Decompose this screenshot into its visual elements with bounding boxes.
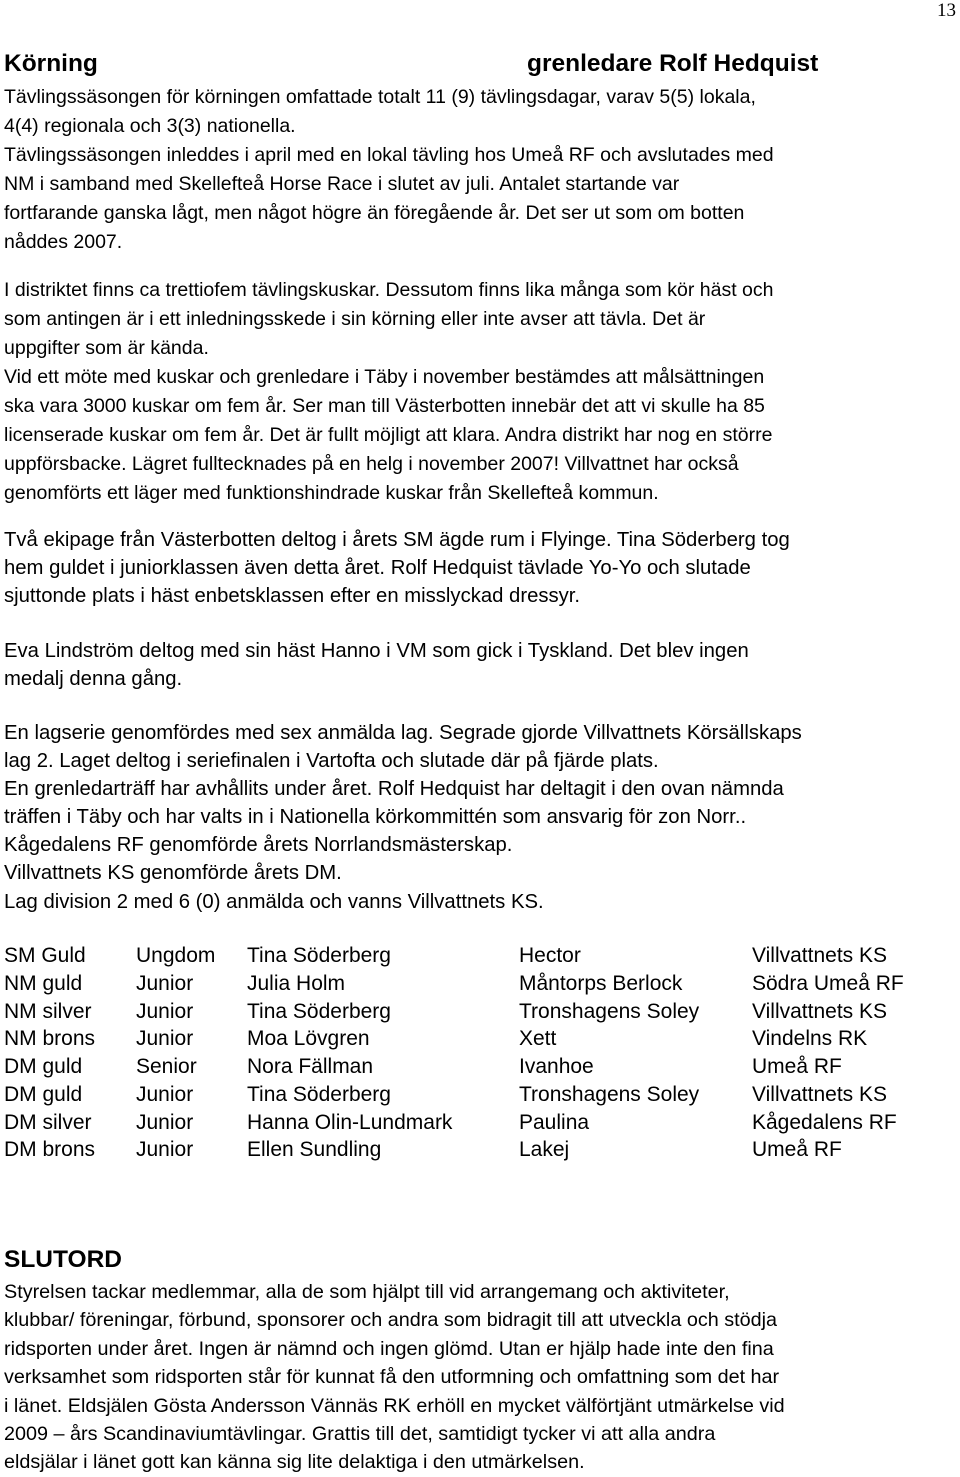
- table-row: [4, 1136, 960, 1164]
- table-row: [4, 942, 960, 970]
- text-line: ska vara 3000 kuskar om fem år. Ser man till Västerbotten innebär det att vi skulle ha 85: [4, 395, 765, 417]
- result-class: Junior: [136, 999, 194, 1023]
- result-club: Kågedalens RF: [752, 1110, 897, 1134]
- table-row: [4, 998, 960, 1026]
- text-line: 2009 – års Scandinaviumtävlingar. Grattis till det, samtidigt tycker vi att alla andra: [4, 1423, 716, 1446]
- result-medal: NM brons: [4, 1027, 96, 1051]
- text-line: sjuttonde plats i häst enbetsklassen efter en misslyckad dressyr.: [4, 585, 581, 608]
- result-class: Junior: [136, 1138, 194, 1162]
- table-row: [4, 1025, 960, 1053]
- text-line: träffen i Täby och har valts in i Nationella körkommittén som ansvarig för zon Norr..: [4, 806, 747, 829]
- vm-paragraph: [4, 637, 960, 693]
- result-horse: Lakej: [519, 1138, 570, 1162]
- section-leader: grenledare Rolf Hedquist: [527, 50, 819, 77]
- team-series-paragraph: [4, 719, 960, 916]
- slutord-paragraph: [4, 1278, 958, 1477]
- result-class: Junior: [136, 971, 194, 995]
- section-heading: [4, 50, 904, 82]
- result-medal: DM guld: [4, 1082, 83, 1106]
- result-medal: DM brons: [4, 1138, 96, 1162]
- result-class: Junior: [136, 1110, 194, 1134]
- text-line: klubbar/ föreningar, förbund, sponsorer och andra som bidragit till att utveckla och stödja: [4, 1309, 778, 1332]
- text-line: Vid ett möte med kuskar och grenledare i Täby i november bestämdes att målsättningen: [4, 366, 765, 388]
- result-medal: DM guld: [4, 1055, 83, 1078]
- text-line: Tävlingssäsongen inleddes i april med en lokal tävling hos Umeå RF och avslutades med: [4, 144, 774, 166]
- text-line: i länet. Eldsjälen Gösta Andersson Vännäs RK erhöll en mycket välförtjänt utmärkelse vid: [4, 1394, 785, 1417]
- text-line: I distriktet finns ca trettiofem tävlingskuskar. Dessutom finns lika många som kör häst och: [4, 279, 774, 301]
- text-line: Styrelsen tackar medlemmar, alla de som hjälpt till vid arrangemang och aktiviteter,: [4, 1281, 730, 1303]
- text-line: Eva Lindström deltog med sin häst Hanno i VM som gick i Tyskland. Det blev ingen: [4, 640, 749, 662]
- result-driver: Ellen Sundling: [247, 1138, 382, 1162]
- text-line: uppförsbacke. Lägret fulltecknades på en helg i november 2007! Villvattnet har också: [4, 453, 739, 475]
- text-line: Två ekipage från Västerbotten deltog i årets SM ägde rum i Flyinge. Tina Söderberg tog: [4, 529, 790, 551]
- sm-paragraph: [4, 526, 960, 610]
- text-line: Kågedalens RF genomförde årets Norrlandsmästerskap.: [4, 834, 513, 857]
- result-club: Umeå RF: [752, 1055, 842, 1078]
- result-horse: Tronshagens Soley: [519, 1082, 700, 1106]
- text-line: Tävlingssäsongen för körningen omfattade totalt 11 (9) tävlingsdagar, varav 5(5) lokala,: [4, 86, 756, 108]
- result-driver: Tina Söderberg: [247, 944, 391, 967]
- table-row: [4, 1109, 960, 1137]
- text-line: En lagserie genomfördes med sex anmälda lag. Segrade gjorde Villvattnets Körsällskaps: [4, 722, 802, 744]
- text-line: licenserade kuskar om fem år. Det är fullt möjligt att klara. Andra distrikt har nog en större: [4, 424, 773, 446]
- result-horse: Tronshagens Soley: [519, 999, 700, 1023]
- text-line: fortfarande ganska lågt, men något högre än föregående år. Det ser ut som om botten: [4, 202, 745, 224]
- text-line: NM i samband med Skellefteå Horse Race i slutet av juli. Antalet startande var: [4, 173, 680, 195]
- result-medal: NM silver: [4, 999, 92, 1023]
- text-line: medalj denna gång.: [4, 668, 183, 691]
- table-row: [4, 1081, 960, 1109]
- result-class: Ungdom: [136, 944, 216, 967]
- result-club: Villvattnets KS: [752, 944, 888, 967]
- section-title: Körning: [4, 50, 98, 77]
- result-club: Vindelns RK: [752, 1027, 868, 1051]
- result-driver: Tina Söderberg: [247, 1082, 391, 1106]
- result-medal: SM Guld: [4, 944, 86, 967]
- slutord-heading: SLUTORD: [4, 1246, 122, 1273]
- result-class: Junior: [136, 1027, 194, 1051]
- result-medal: DM silver: [4, 1110, 92, 1134]
- text-line: genomförts ett läger med funktionshindrade kuskar från Skellefteå kommun.: [4, 482, 659, 504]
- result-club: Umeå RF: [752, 1138, 842, 1162]
- page-number: 13: [937, 0, 956, 21]
- results-table: [4, 942, 960, 1164]
- result-horse: Xett: [519, 1027, 557, 1051]
- text-line: som antingen är i ett inledningsskede i sin körning eller inte avser att tävla. Det är: [4, 308, 706, 330]
- result-driver: Moa Lövgren: [247, 1027, 370, 1051]
- result-medal: NM guld: [4, 971, 83, 995]
- result-driver: Nora Fällman: [247, 1055, 374, 1078]
- result-horse: Hector: [519, 944, 581, 967]
- result-club: Villvattnets KS: [752, 1082, 888, 1106]
- intro-paragraph: [4, 83, 960, 257]
- text-line: lag 2. Laget deltog i seriefinalen i Vartofta och slutade där på fjärde plats.: [4, 750, 659, 773]
- result-driver: Tina Söderberg: [247, 999, 391, 1023]
- table-row: [4, 1053, 960, 1081]
- table-row: [4, 970, 960, 998]
- text-line: eldsjälar i länet gott kan känna sig lite delaktiga i den utmärkelsen.: [4, 1451, 585, 1474]
- result-class: Junior: [136, 1082, 194, 1106]
- district-paragraph: [4, 276, 960, 508]
- result-class: Senior: [136, 1055, 197, 1078]
- text-line: hem guldet i juniorklassen även detta året. Rolf Hedquist tävlade Yo-Yo och slutade: [4, 557, 751, 580]
- text-line: En grenledarträff har avhållits under året. Rolf Hedquist har deltagit i den ovan nämnda: [4, 778, 784, 801]
- result-driver: Hanna Olin-Lundmark: [247, 1110, 453, 1134]
- text-line: Lag division 2 med 6 (0) anmälda och vanns Villvattnets KS.: [4, 890, 544, 913]
- text-line: 4(4) regionala och 3(3) nationella.: [4, 115, 296, 137]
- text-line: uppgifter som är kända.: [4, 337, 209, 359]
- result-horse: Måntorps Berlock: [519, 971, 683, 995]
- text-line: verksamhet som ridsporten står för kunnat få den utformning och omfattning som det har: [4, 1366, 780, 1389]
- result-club: Villvattnets KS: [752, 999, 888, 1023]
- result-club: Södra Umeå RF: [752, 971, 904, 995]
- result-driver: Julia Holm: [247, 971, 346, 995]
- text-line: nåddes 2007.: [4, 231, 123, 253]
- text-line: ridsporten under året. Ingen är nämnd och ingen glömd. Utan er hjälp hade inte den fina: [4, 1337, 774, 1360]
- result-horse: Ivanhoe: [519, 1055, 594, 1078]
- text-line: Villvattnets KS genomförde årets DM.: [4, 862, 342, 885]
- result-horse: Paulina: [519, 1110, 590, 1134]
